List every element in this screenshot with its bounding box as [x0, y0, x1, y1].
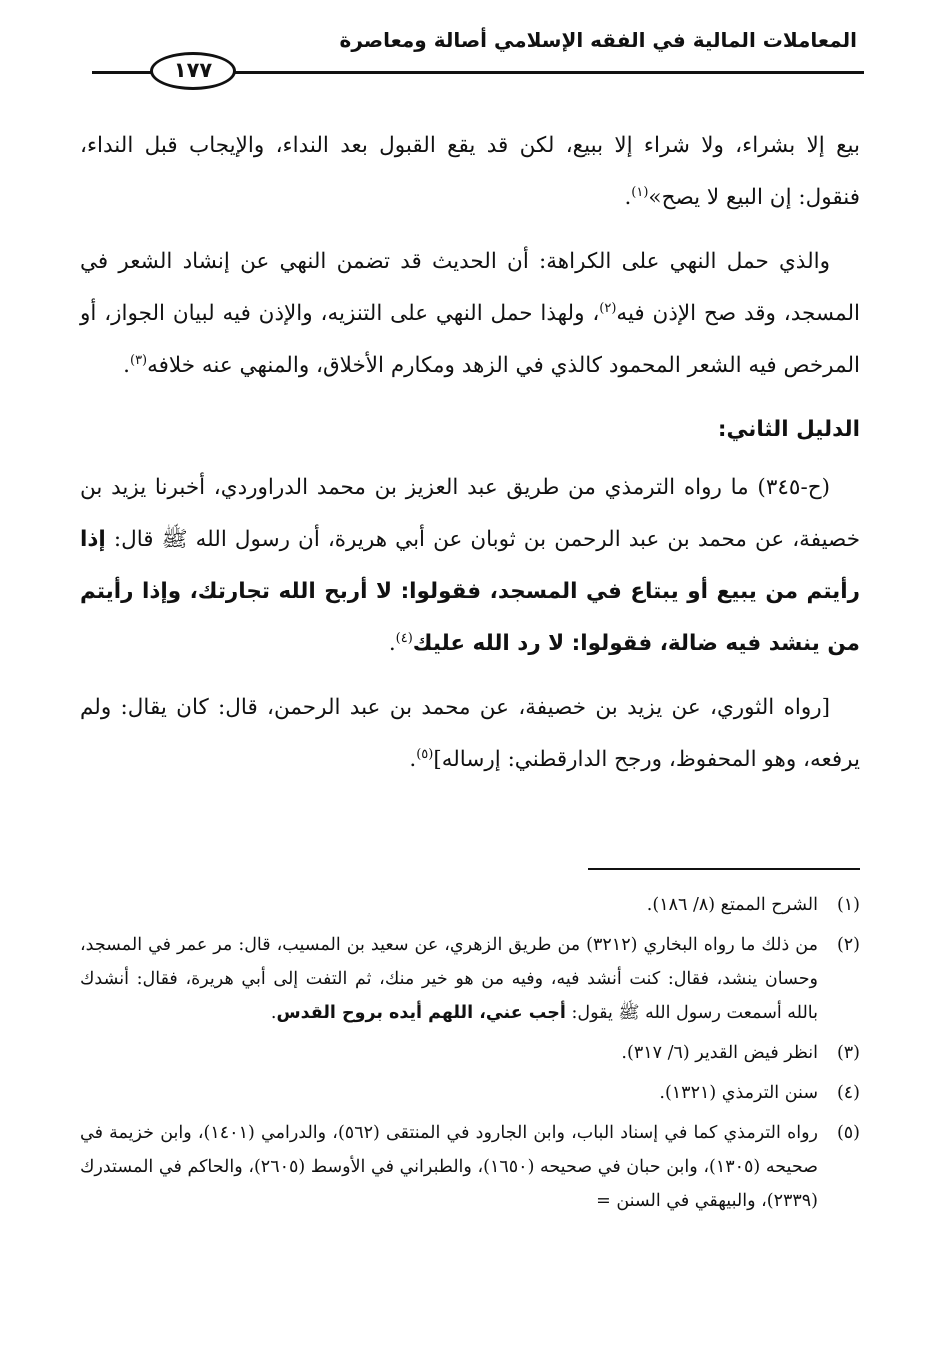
footnote	[80, 1076, 860, 1110]
footnote-ref-2: (٢)	[599, 301, 617, 316]
footnote-number: (١)	[836, 895, 860, 915]
footnote	[80, 928, 860, 1030]
footnote-number: (٢)	[836, 935, 860, 955]
footnote-ref-4: (٤)	[395, 631, 413, 646]
footnote-separator	[588, 868, 860, 870]
footnote-number: (٣)	[836, 1043, 860, 1063]
paragraph-2-end: .	[123, 353, 130, 378]
footnote	[80, 888, 860, 922]
paragraph-3-text: (ح-٣٤٥) ما رواه الترمذي من طريق عبد العزيز بن محمد الدراوردي، أخبرنا يزيد بن خصيفة، عن محمد بن عبد الرحمن بن ثوبان عن أبي هريرة، أن رسول الله ﷺ قال:	[80, 475, 860, 552]
page-number: ١٧٧	[150, 52, 236, 90]
hadith-text: إذا رأيتم من يبيع أو يبتاع في المسجد، فقولوا: لا أربح الله تجارتك، وإذا رأيتم من ينشد فيه ضالة، فقولوا: لا رد الله عليك	[80, 527, 860, 656]
footnote-ref-3: (٣)	[129, 353, 148, 368]
paragraph-1-end: .	[624, 185, 632, 210]
footnote-text	[80, 928, 818, 1030]
footnote-number: (٤)	[836, 1083, 860, 1103]
section-heading: الدليل الثاني:	[717, 417, 860, 442]
footnote-text: الشرح الممتع (٨/ ١٨٦).	[646, 895, 818, 915]
footnote-hadith-text: أجب عني، اللهم أيده بروح القدس	[276, 1003, 566, 1023]
footnote	[80, 1116, 860, 1218]
paragraph-1	[80, 120, 860, 224]
paragraph-2	[80, 236, 860, 392]
footnote-text: رواه الترمذي كما في إسناد الباب، وابن الجارود في المنتقى (٥٦٢)، والدرامي (١٤٠١)، وابن خزيمة في صحيحه (١٣٠٥)، وابن حبان في صحيحه (١٦٥٠)، والطبراني في الأوسط (٢٦٠٥)، والحاكم في المستدرك (٢٣٣٩)، والبيهقي في السنن =	[80, 1123, 818, 1211]
footnote-text: سنن الترمذي (١٣٢١).	[659, 1083, 818, 1103]
paragraph-4-end: .	[409, 747, 417, 772]
footnote-text: انظر فيض القدير (٦/ ٣١٧).	[621, 1043, 818, 1063]
footnote	[80, 1036, 860, 1070]
footnotes	[80, 888, 860, 1224]
paragraph-2-text-b: ، ولهذا حمل النهي على التنزيه، والإذن فيه لبيان الجواز، أو المرخص فيه الشعر المحمود كالذي في الزهد ومكارم الأخلاق، والمنهي عنه خلافه	[80, 301, 860, 378]
main-text	[80, 120, 860, 798]
footnote-ref-5: (٥)	[416, 747, 434, 762]
paragraph-4-text: [رواه الثوري، عن يزيد بن خصيفة، عن محمد بن عبد الرحمن، قال: كان يقال: ولم يرفعه، وهو المحفوظ، ورجح الدارقطني: إرساله]	[80, 695, 860, 772]
footnote-text-plain: من ذلك ما رواه البخاري (٣٢١٢) من طريق الزهري، عن سعيد بن المسيب، قال: مر عمر في المسجد، وحسان ينشد، فقال: كنت أنشد فيه، وفيه من هو خير منك، ثم التفت إلى أبي هريرة، فقال: أنشدك بالله أسمعت رسول الله ﷺ يقول:	[80, 935, 818, 1023]
footnote-text-end: .	[270, 1003, 277, 1023]
paragraph-3	[80, 462, 860, 670]
running-header-title: المعاملات المالية في الفقه الإسلامي أصالة ومعاصرة	[339, 28, 857, 52]
footnote-ref-1: (١)	[631, 185, 649, 200]
paragraph-3-end: .	[388, 631, 396, 656]
paragraph-4	[80, 682, 860, 786]
paragraph-2-text-a: والذي حمل النهي على الكراهة: أن الحديث قد تضمن النهي عن إنشاد الشعر في المسجد، وقد صح الإذن فيه	[80, 249, 860, 326]
paragraph-1-text: بيع إلا بشراء، ولا شراء إلا ببيع، لكن قد يقع القبول بعد النداء، والإيجاب قبل النداء، فنقول: إن البيع لا يصح»	[80, 133, 860, 210]
footnote-number: (٥)	[836, 1123, 860, 1143]
